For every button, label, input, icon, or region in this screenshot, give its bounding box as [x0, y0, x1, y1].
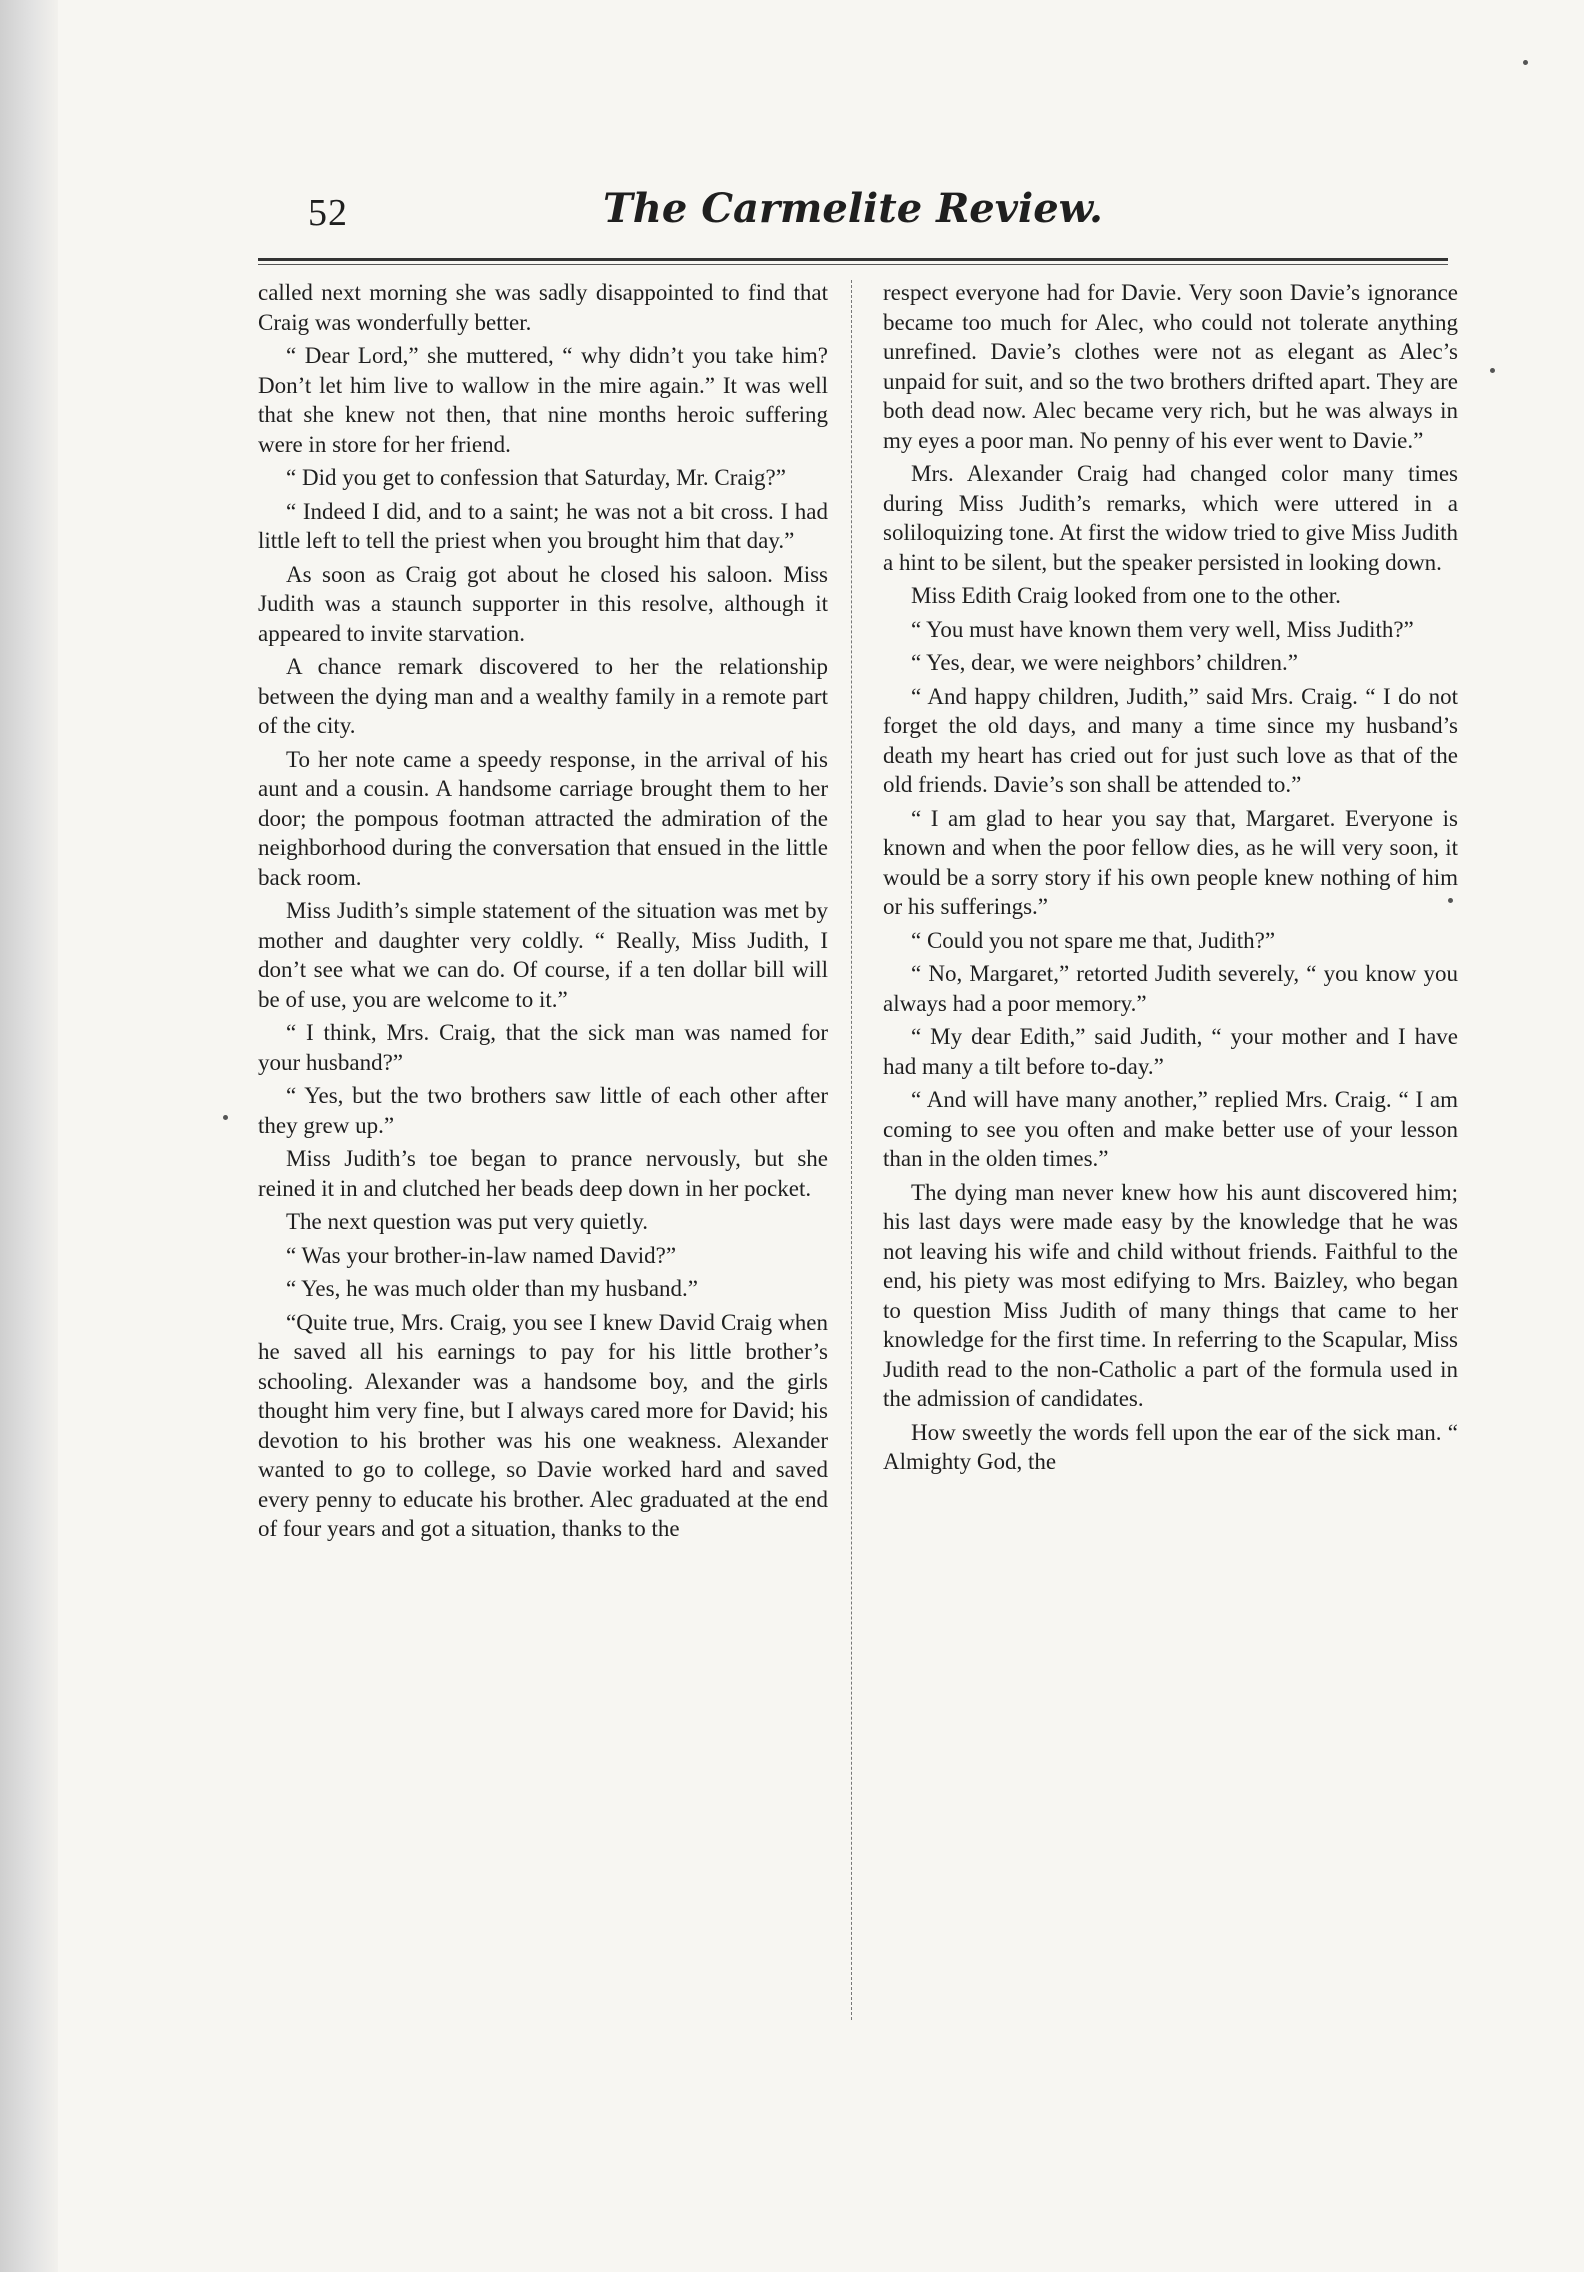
paragraph: “ Yes, but the two brothers saw little of each other after they grew up.”: [258, 1083, 828, 1138]
paragraph: To her note came a speedy response, in the arrival of his aunt and a cousin. A handsome carriage brought them to her door; the pompous footman attracted the admiration of the neighborhood during the conversation that ensued in the little back room.: [258, 746, 828, 890]
paragraph: The next question was put very quietly.: [286, 1209, 648, 1234]
paragraph: “ My dear Edith,” said Judith, “ your mother and I have had many a tilt before to-day.”: [883, 1024, 1458, 1079]
column-divider: [851, 280, 852, 2020]
paragraph: “ Dear Lord,” she muttered, “ why didn’t you take him? Don’t let him live to wallow in the mire again.” It was well that she knew not then, that nine months heroic suffering were in store for her friend.: [258, 343, 828, 457]
paragraph: “ You must have known them very well, Miss Judith?”: [911, 616, 1414, 642]
right-column: [883, 278, 1458, 2028]
page: [58, 0, 1584, 2272]
paragraph: “ I am glad to hear you say that, Margaret. Everyone is known and when the poor fellow dies, as he will very soon, it would be a sorry story if his own people knew nothing of him or his sufferings.”: [883, 805, 1458, 919]
paragraph: “ And happy children, Judith,” said Mrs. Craig. “ I do not forget the old days, and many a time since my husband’s death my heart has cried out for just such love as that of the old friends. Davie’s son shall be attended to.”: [883, 683, 1458, 797]
paragraph: “ Yes, he was much older than my husband.”: [286, 1276, 699, 1301]
paragraph: Mrs. Alexander Craig had changed color many times during Miss Judith’s remarks, which were uttered in a soliloquizing tone. At first the widow tried to give Miss Judith a hint to be silent, but the speaker persisted in looking down.: [883, 461, 1458, 575]
paragraph: “ Could you not spare me that, Judith?”: [911, 927, 1276, 953]
print-speck: [1490, 368, 1495, 373]
print-speck: [1523, 60, 1528, 65]
left-column: [258, 278, 828, 2028]
paragraph: “Quite true, Mrs. Craig, you see I knew David Craig when he saved all his earnings to pay for his little brother’s schooling. Alexander was a handsome boy, and the girls thought him very fine, but I always cared more for David; his devotion to his brother was his one weakness. Alexander wanted to go to college, so Davie worked hard and saved every penny to educate his brother. Alec graduated at the end of four years and got a situation, thanks to the: [258, 1309, 828, 1541]
paragraph: A chance remark discovered to her the relationship between the dying man and a wealthy family in a remote part of the city.: [258, 654, 828, 738]
paragraph: Miss Edith Craig looked from one to the other.: [911, 583, 1341, 608]
running-title: The Carmelite Review.: [603, 185, 1103, 232]
running-header: [258, 185, 1448, 245]
paragraph: “ Did you get to confession that Saturday, Mr. Craig?”: [286, 465, 786, 490]
print-speck: [1448, 898, 1453, 903]
paragraph: “ No, Margaret,” retorted Judith severely, “ you know you always had a poor memory.”: [883, 961, 1458, 1016]
book-spine: [0, 0, 58, 2272]
paragraph: “ Indeed I did, and to a saint; he was not a bit cross. I had little left to tell the priest when you brought him that day.”: [258, 498, 828, 553]
paragraph: “ And will have many another,” replied Mrs. Craig. “ I am coming to see you often and make better use of your lesson than in the olden times.”: [883, 1087, 1458, 1171]
paragraph: “ I think, Mrs. Craig, that the sick man was named for your husband?”: [258, 1020, 828, 1075]
paragraph: “ Was your brother-in-law named David?”: [286, 1242, 677, 1268]
page-number: 52: [308, 192, 348, 234]
paragraph: called next morning she was sadly disappointed to find that Craig was wonderfully better.: [258, 280, 828, 335]
paragraph: As soon as Craig got about he closed his saloon. Miss Judith was a staunch supporter in this resolve, although it appeared to invite starvation.: [258, 561, 828, 646]
paragraph: Miss Judith’s toe began to prance nervously, but she reined it in and clutched her beads deep down in her pocket.: [258, 1146, 828, 1201]
paragraph: How sweetly the words fell upon the ear of the sick man. “ Almighty God, the: [883, 1419, 1458, 1474]
print-speck: [223, 1115, 228, 1120]
header-rule: [258, 258, 1448, 265]
paragraph: respect everyone had for Davie. Very soon Davie’s ignorance became too much for Alec, who could not tolerate anything unrefined. Davie’s clothes were not as elegant as Alec’s unpaid for suit, and so the two brothers drifted apart. They are both dead now. Alec became very rich, but he was always in my eyes a poor man. No penny of his ever went to Davie.”: [883, 280, 1458, 453]
paragraph: Miss Judith’s simple statement of the situation was met by mother and daughter very coldly. “ Really, Miss Judith, I don’t see what we can do. Of course, if a ten dollar bill will be of use, you are welcome to it.”: [258, 898, 828, 1012]
paragraph: “ Yes, dear, we were neighbors’ children.”: [911, 650, 1298, 675]
paragraph: The dying man never knew how his aunt discovered him; his last days were made easy by the knowledge that he was not leaving his wife and child without friends. Faithful to the end, his piety was most edifying to Mrs. Baizley, who began to question Miss Judith of many things that came to her knowledge for the first time. In referring to the Scapular, Miss Judith read to the non-Catholic a part of the formula used in the admission of candidates.: [883, 1179, 1458, 1411]
